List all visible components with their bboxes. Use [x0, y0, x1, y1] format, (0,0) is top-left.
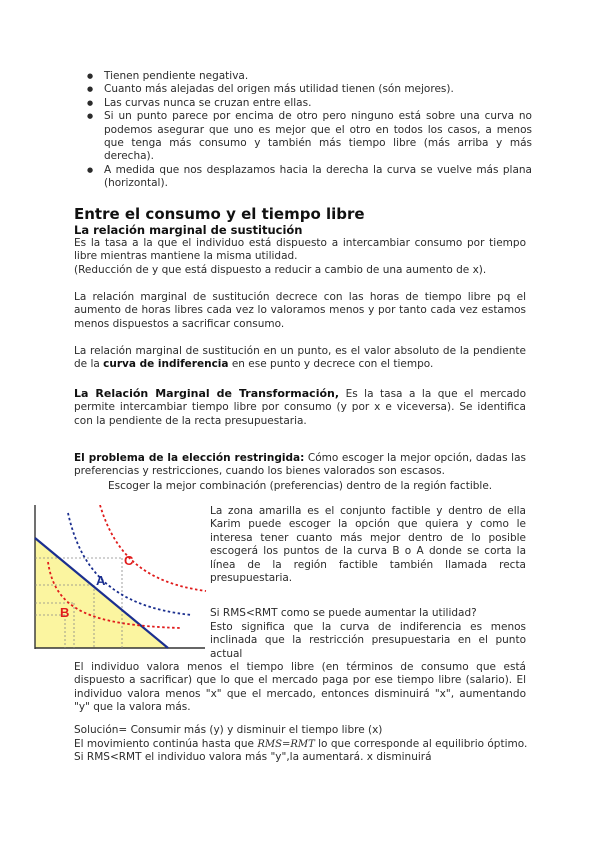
rms-note: (Reducción de y que está dispuesto a reducir a cambio de una aumento de x). [74, 264, 487, 276]
individual-values-paragraph: El individuo valora menos el tiempo libre (en términos de consumo que está dispuesto a sacrificar) que lo que el mercado paga por ese tiempo libre (salario). El individuo valora menos "x" que el mercado, entonces disminuirá "x", aumentando "y" que la valora más. [74, 661, 526, 714]
list-item: ● A medida que nos desplazamos hacia la derecha la curva se vuelve más plana (horizontal). [74, 164, 532, 191]
bold-term: curva de indiferencia [103, 358, 229, 371]
point-label-a: A [96, 573, 106, 588]
rms-point-paragraph: La relación marginal de sustitución en un punto, es el valor absoluto de la pendiente de la curva de indiferencia en ese punto y decrece con el tiempo. [74, 345, 526, 371]
list-item: ● Si un punto parece por encima de otro pero ninguno está sobre una curva no podemos asegurar que uno es mejor que el otro en todos los casos, a menos que tenga más consumo y también más tiempo libre (más arriba y más derecha). [74, 110, 532, 164]
subsection-title: La relación marginal de sustitución [74, 223, 303, 237]
point-label-c: C [124, 553, 134, 568]
properties-list [74, 70, 532, 191]
list-item: ● Tienen pendiente negativa. [74, 70, 532, 83]
feasible-zone-paragraph: La zona amarilla es el conjunto factible y dentro de ella Karim puede escoger la opción que quiera y como le interesa tener cuanto más mejor dentro de lo posible escogerá los puntos de la curva B o A donde se corta la línea de la región factible también llamada recta presupuestaria. [210, 505, 526, 585]
equilibrium-text: El movimiento continúa hasta que RMS=RMT lo que corresponde al equilibrio óptimo. [74, 738, 528, 750]
section-title: Entre el consumo y el tiempo libre [74, 205, 365, 223]
indifference-curves-chart [30, 505, 210, 653]
solution-text: Solución= Consumir más (y) y disminuir el tiempo libre (x) [74, 724, 383, 736]
formula: RMS=RMT [257, 739, 315, 750]
constrained-choice-paragraph: El problema de la elección restringida: Cómo escoger la mejor opción, dadas las preferencias y restricciones, cuando los bienes valorados son escasos. [74, 452, 526, 478]
rms-rmt-question: Si RMS<RMT como se puede aumentar la utilidad? [210, 607, 477, 619]
list-item: ● Cuanto más alejadas del origen más utilidad tienen (són mejores). [74, 83, 532, 96]
rms-definition: Es la tasa a la que el individuo está dispuesto a intercambiar consumo por tiempo libre mientras mantiene la misma utilidad. [74, 237, 526, 263]
point-label-b: B [60, 605, 70, 620]
conclusion-text: Si RMS<RMT el individuo valora más "y",la aumentará. x disminuirá [74, 751, 432, 763]
list-item: ● Las curvas nunca se cruzan entre ellas. [74, 97, 532, 110]
rmt-paragraph: La Relación Marginal de Transformación, Es la tasa a la que el mercado permite intercambiar tiempo libre por consumo (y por x e viceversa). Se identifica con la pendiente de la recta presupuestaria. [74, 387, 527, 427]
best-combination-text: Escoger la mejor combinación (preferencias) dentro de la región factible. [108, 480, 493, 492]
rms-decreasing-paragraph: La relación marginal de sustitución decrece con las horas de tiempo libre pq el aumento de horas libres cada vez lo valoramos menos y por tanto cada vez estamos menos dispuestos a sacrificar consumo. [74, 291, 526, 330]
bold-term: La Relación Marginal de Transformación, [74, 387, 340, 400]
rms-rmt-explanation: Esto significa que la curva de indiferencia es menos inclinada que la restricción presupuestaria en el punto actual [210, 621, 526, 660]
indifference-curve-c [100, 505, 206, 591]
bold-term: El problema de la elección restringida: [74, 452, 305, 464]
